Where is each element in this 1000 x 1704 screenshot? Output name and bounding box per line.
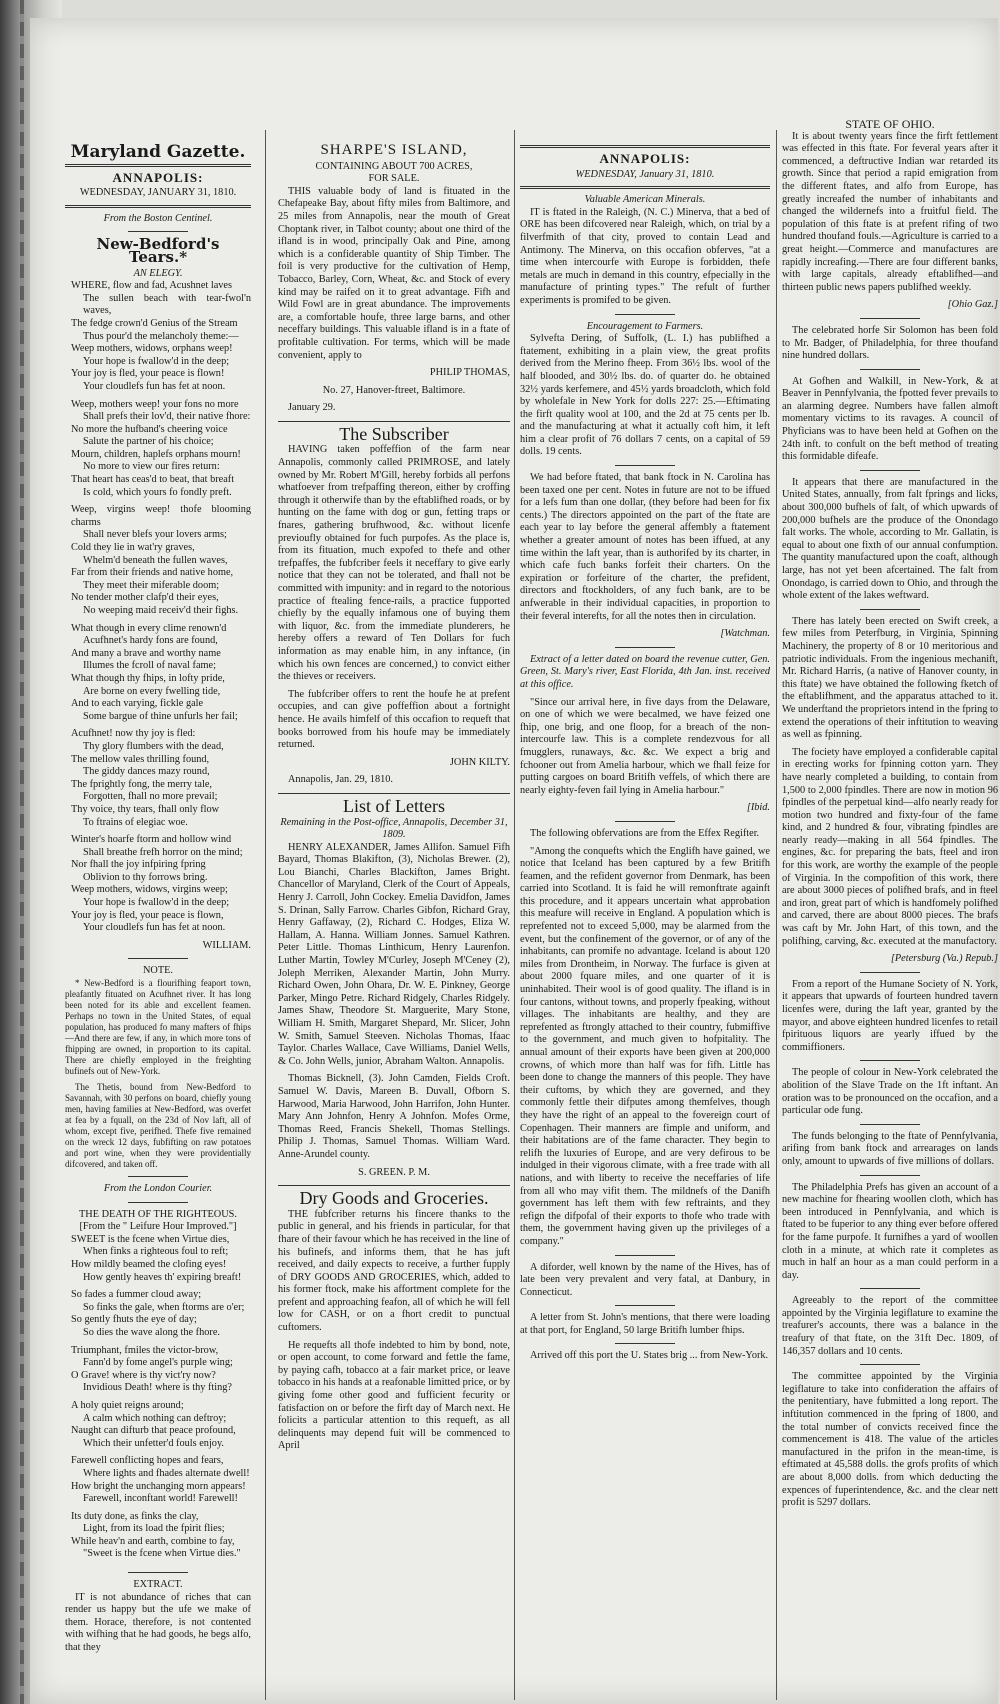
poem-line: WHERE, flow and fad, Acushnet laves [71, 280, 232, 292]
poem-line: No weeping maid receiv'd their fighs. [83, 605, 239, 616]
poem-line: The mellow vales thrilling found, [71, 753, 210, 765]
poem-line: Light, from its load the fpirit flies; [83, 1523, 225, 1535]
poem-line: "Sweet is the fcene when Virtue dies." [83, 1548, 241, 1560]
column-4 [782, 118, 998, 1700]
poem-body [65, 280, 251, 940]
article-heading: THE DEATH OF THE RIGHTEOUS. [79, 1208, 237, 1220]
divider [128, 958, 188, 959]
ad-text: HAVING taken poffeffion of the farm near Annapolis, commonly called PRIMROSE, and lately owned by Mr. Robert M'Gill, hereby forbids all perfons whatfoever from trefpaffing thereon, either by croffing through it otherwife than by the eftablifhed roads, or by hunting on the fame with dog or gun, fetting traps or fnares, gathering brufhwood, &c. without licenfe previoufly obtained for fuch purpofes. As the place is, from its fituation, much expofed to thefe and other trefpaffes, the fubfcriber feels it neceffary to give early notice that they can not be tolerated, and fhall not be committed with impunity: and in regard to the notorious practice of ftealing fence-rails, a practice fupported chiefly by the equally infamous one of buying them with liquor, &c. from the immediate plunderers, he hereby offers a reward of Ten Dollars for fuch information as may enable him, in any inftance, (in which his own fences are concerned,) to convict either the thieves or receivers. [278, 444, 510, 683]
ad-date: Annapolis, Jan. 29, 1810. [288, 774, 393, 786]
ad-signature: PHILIP THOMAS, [429, 367, 510, 379]
poem-line: What though in every clime renown'd [71, 622, 227, 634]
divider [615, 1343, 675, 1344]
note-text: The Thetis, bound from New-Bedford to Savannah, with 30 perfons on board, chiefly young men, having families at New-Bedford, was overfet at fea by a fquall, on the 23d of Nov laft, all of whom, except five, perifhed. Thefe five remained on the wreck 12 days, fubfifting on raw potatoes and port wine, when they were providentially difcovered, and taken off. [65, 1082, 251, 1170]
poem-line: A holy quiet reigns around; [71, 1399, 184, 1411]
ad-text: HENRY ALEXANDER, James Allifon. Samuel Fifh Bayard, Thomas Blakifton, (3), Nicholas Brewer. (2), Lou Bianchi, Charles Blackifton, James Bright. Chancellor of Maryland, Clerk of the Court of Appeals, Henry J. Carroll, John Cockey. Emelia Davidfon, James S. Drinan, Sally Farrow. Charles Gibfon, Richard Gray, Henry Gaffaway, (2), Richard C. Hodges, Eliza W. Hallam, A. Hanna. William Jonnes. Samuel Kathren. Peter Little. Thomas Linthicum, Henry Laurenfon. Luther Martin, Towley M'Curley, Joseph M'Ceney (2), Joleph Merriken, Alexander Martin, John Murry. Richard Owen, John Ohara, Dr. W. E. Pinkney, George Parker, Mingo Petre. Richard Ridgely, Charles Ridgely. James Shaw, Theodore St. Marguerite, Mary Stone, William H. Smith, Margaret Shepard, Mr. Slicer, John W. Smith, Samuel Steeven. Nicholas Thomas, Ifaac Taylor. Charles Wallace, Cave Williams, Daniel Wells, & Co. John Wells, junior, Abraham Walton. Annapolis. [278, 841, 510, 1067]
article-heading: EXTRACT. [133, 1579, 183, 1591]
poem-line: While heav'n and earth, combine to fay, [71, 1535, 235, 1547]
poem-line: The fedge crown'd Genius of the Stream [71, 317, 238, 329]
poem-line: Naught can difturb that peace profound, [71, 1425, 236, 1437]
divider [860, 1060, 920, 1061]
article-heading: Extract of a letter dated on board the revenue cutter, Gen. Green, St. Mary's river, East Florida, 4th Jan. inst. received at this office. [520, 653, 770, 690]
divider [615, 314, 675, 315]
divider [860, 1288, 920, 1289]
column-3 [520, 140, 770, 1700]
poem-line: Invidious Death! where is thy fting? [83, 1382, 232, 1394]
poem-line: The fprightly fong, the merry tale, [71, 778, 212, 790]
divider [128, 1176, 188, 1177]
article-text: At Gofhen and Walkill, in New-York, & at Beaver in Pennfylvania, the fpotted fever prevails to an alarming degree. Numbers have fallen almoft momentary victims to its ravages. A council of Phyficians was to have been held at Gofhen on the 24th inft. to confult on the beft method of treating this formidable difeafe. [782, 375, 998, 463]
poem-line: No tender mother clafp'd their eyes, [71, 592, 219, 604]
poem-line: No more to view our fires return: [83, 461, 220, 473]
divider [520, 145, 770, 148]
poem-signature: WILLIAM. [202, 939, 251, 951]
divider [278, 793, 510, 794]
divider [860, 1124, 920, 1125]
divider [860, 318, 920, 319]
poem-line: Weep, virgins weep! thofe blooming charms [71, 504, 251, 528]
divider [615, 821, 675, 822]
masthead: Maryland Gazette. [70, 142, 246, 162]
divider [65, 164, 251, 167]
poem-line: So dies the wave along the fhore. [83, 1326, 220, 1338]
poem-line: Are borne on every fwelling tide, [83, 685, 221, 697]
article-heading: Valuable American Minerals. [584, 194, 706, 206]
divider [615, 647, 675, 648]
poem-line: The giddy dances mazy round, [83, 766, 210, 778]
poem-title: New-Bedford's Tears.* [96, 235, 220, 266]
poem-line: How mildly beamed the clofing eyes! [71, 1259, 227, 1270]
poem-line: Whelm'd beneath the fullen waves, [83, 554, 228, 566]
poem-line: Where lights and fhades alternate dwell! [83, 1467, 250, 1479]
poem-line: Fann'd by fome angel's purple wing; [83, 1357, 233, 1369]
article-source: [Ohio Gaz.] [947, 299, 998, 311]
poem-line: Cold they lie in wat'ry graves, [71, 542, 195, 554]
dateline-date: WEDNESDAY, January 31, 1810. [575, 168, 715, 180]
poem-line: How bright the unchanging morn appears! [71, 1480, 246, 1492]
poem-line: Far from their friends and native home, [71, 567, 234, 579]
article-text: A letter from St. John's mentions, that there were loading at that port, for England, 50 large Britifh lumber fhips. [520, 1312, 770, 1336]
poem-line: What though thy fhips, in lofty pride, [71, 672, 225, 684]
ad-text: The fubfcriber offers to rent the houfe he at prefent occupies, and can give poffeffion about a fortnight hence. He avails himfelf of this occafion to requeft that books borrowed from his houfe may be immediately returned. [278, 688, 510, 751]
ad-signature: S. GREEN. P. M. [358, 1166, 430, 1178]
poem-line: Thy voice, thy tears, fhall only flow [71, 803, 220, 815]
ad-signature: JOHN KILTY. [449, 756, 510, 768]
poem-line: Mourn, children, haplefs orphans mourn! [71, 448, 241, 460]
column-2 [278, 140, 510, 1700]
divider [278, 421, 510, 422]
article-text: The committee appointed by the Virginia legiflature to take into confideration the affairs of the penitentiary, have fubmitted a long report. The inftitution commenced in the fpring of 1800, and the total number of convicts received fince the commencement is 418. The value of the articles manufactured in the prifon in the mean-time, is eftimated at 45,588 dolls. the grofs profits of which are about 8,000 dolls. from which deducting the expences of fuperintendence, &c. and the clear nett profit is 5297 dollars. [782, 1371, 998, 1509]
poem-line: To ftrains of elegiac woe. [83, 816, 188, 828]
poem-line: Weep, mothers weep! your fons no more [71, 398, 239, 410]
article-text: "Among the conquefts which the Englifh have gained, we notice that Iceland has been captured by a few Britifh feamen, and the refident governor from Denmark, has been carried into Scotland. It is faid he will remonftrate againft this procedure, and it appears uncertain what approbation this meafure will receive in England. A population which is reprefented not to exceed 5,000, may be alarmed from the event, but the confinement of the governor, or of any of the inhabitants, can promife no advantage. Iceland is about 120 miles from Drontheim, in Norway. The furface is given at about 2000 fquare miles, and one quarter of it is uninhabited. Their wool is of good quality. The ifland is in four cantons, without towns, and properly fpeaking, without villages. The inhabitants are healthy, and they are reprefented as ftrongly attached to their country, fubmiffive to the government, and much given to hofpitality. The annual amount of their exports have been given at 200,000 crowns, of which more than half was for fifh. Little has been done to change the manners of this people. They have their cuftoms, by which they are governed, and they commonly fettle their difputes among themfelves, though they have the right of an appeal to the fovereign court of Copenhagen. Their manners are fimple and uniform, and their habitations are of the fame character. They begin to relifh the luxuries of Europe, and are very defirous to be indulged in their vigorous climate, with a free trade with all nations, and with liberty to receive the neceffaries of life from all who may vifit them. The mildnefs of the Danifh government has left them with few reftraints, and they refign the difpofal of their exports to thofe who trade with them, the government having given up the privileges of a company." [520, 845, 770, 1247]
poem-line: So finks the gale, when ftorms are o'er; [83, 1301, 245, 1313]
poem-line: So gently fhuts the eye of day; [71, 1314, 197, 1326]
poem-line: How gently heaves th' expiring breaft! [83, 1271, 242, 1283]
article-text: The Philadelphia Prefs has given an account of a new machine for fhearing woollen cloth, which has been introduced in Pennfylvania, and which is ftated to be fuperior to any thing ever before offered for the fame purpofe. It furnifhes a yard of woollen cloth in a minute, at which rate it completes as much in half an hour as a man could perform in a day. [782, 1181, 998, 1281]
divider [860, 972, 920, 973]
divider [615, 1255, 675, 1256]
divider [128, 1202, 188, 1203]
article-heading: Encouragement to Farmers. [586, 320, 704, 332]
poem-line: When finks a righteous foul to reft; [83, 1246, 229, 1258]
poem-line: That heart has ceas'd to beat, that breaft [71, 474, 235, 486]
poem-line: Your hope is fwallow'd in the deep; [83, 355, 230, 367]
ad-subheading: CONTAINING ABOUT 700 ACRES, [315, 160, 473, 172]
ad-heading: The Subscriber [339, 423, 449, 444]
article-text: The people of colour in New-York celebrated the abolition of the Slave Trade on the 1ft inftant. An oration was to be pronounced on the occafion, and a particular ode fung. [782, 1067, 998, 1117]
note-heading: NOTE. [142, 965, 174, 977]
dateline-place: ANNAPOLIS: [599, 151, 691, 166]
poem-line: The sullen beach with tear-fwol'n waves, [83, 292, 251, 317]
poem-line: Acufhnet! now thy joy is fled: [71, 728, 196, 740]
dateline-date: WEDNESDAY, JANUARY 31, 1810. [79, 187, 237, 199]
poem-line: Farewell conflicting hopes and fears, [71, 1455, 224, 1467]
ad-text: THE fubfcriber returns his fincere thanks to the public in general, and his friends in particular, for that fhare of their favour which he has received in the line of his bufinefs, and informs them, that he has juft received, and daily expects to receive, a further fupply of DRY GOODS AND GROCERIES, which, added to his former ftock, make his affortment complete for the prefent and approaching feafon, all of which he will fell low for CASH, or on a fhort credit to punctual cuftomers. [278, 1208, 510, 1334]
article-source: [From the " Leifure Hour Improved."] [79, 1221, 237, 1233]
poem-line: No more the hufband's cheering voice [71, 423, 228, 435]
poem-line: Which their unfetter'd fouls enjoy. [83, 1437, 225, 1449]
ad-text: He requefts all thofe indebted to him by bond, note, or open account, to come forward and fettle the fame, by paying cafh, tobacco at a fair market price, or leave tobacco in his hands at a reafonable limitted price, or by giving fome other good and fufficient fecurity or fatisfaction on or before the firft day of March next. He folicits a particular attention to this requeft, as all delinquents may depend fuit will be commenced to April [278, 1339, 510, 1452]
divider [520, 186, 770, 189]
poem-line: Shall breathe frefh horror on the mind; [83, 846, 243, 858]
article-text: A diforder, well known by the name of the Hives, has of late been very prevalent and very fatal, at Danbury, in Connecticut. [520, 1261, 770, 1298]
poem-line: And to each varying, fickle gale [71, 698, 204, 710]
poem-line: Farewell, inconftant world! Farewell! [83, 1493, 238, 1505]
article-source: [Ibid. [746, 802, 770, 814]
dateline-place: ANNAPOLIS: [112, 169, 204, 185]
poem-line: Illumes the fcroll of naval fame; [83, 660, 216, 672]
poem-line: Is cold, which yours fo fondly preft. [83, 486, 232, 498]
poem-line: They meet their miferable doom; [83, 579, 220, 591]
article-source: [Watchman. [720, 628, 770, 640]
column-rule [265, 130, 266, 1700]
article-text: Agreeably to the report of the committee appointed by the Virginia legiflature to examine the treafurer's accounts, there was a balance in the treafury of that ftate, on the 31ft Dec. 1809, of 146,357 dollars and 10 cents. [782, 1295, 998, 1357]
poem-line: So fades a fummer cloud away; [71, 1289, 202, 1301]
article-text: Sylvefta Dering, of Suffolk, (L. I.) has publifhed a ftatement, exhibiting in a plain view, the great profits derived from the Merino fheep. From 36½ lbs. wool of the half blooded, and 30½ lbs. do. of quarter do. he obtained 32½ yards kerfemere, and 45½ yards broadcloth, which fold by wholefale in New York for dolls 227: 25.—Eftimating the firft quality wool at 100, and the 2d at 75 cents per lb. and the manufacturing at what it actually coft him, it left him a clear profit of 76 dollars 7 cents, on a capital of 59 dolls. 19 cents. [520, 333, 770, 458]
column-rule [776, 130, 777, 1700]
poem-line: Shall never blefs your lovers arms; [83, 529, 227, 541]
article-text: We had before ftated, that bank ftock in N. Carolina has been taxed one per cent. Notes in future are not to be iffued for a lefs fum than one dollar, (they before had been for fix cents.) The directors appointed on the part of the ftate are each year to lay before the general affembly a ftatement whether a greater amount of notes has been iffued, at any time within the laft year, than is authorifed by its charter, in which cafe fuch banks forfeit their charters. On the expiration or forfeiture of the charter, the prefident, directors and ftockholders, of any fuch bank, are to be anfwerable in their individual capacities, in proportion to their feveral interefts, for all the notes then in circulation. [520, 472, 770, 622]
poem-line: Thus pour'd the melancholy theme:— [83, 330, 239, 342]
article-text: The celebrated horfe Sir Solomon has been fold to Mr. Badger, of Philadelphia, for three thoufand nine hundred dollars. [782, 324, 998, 362]
ad-subheading: Remaining in the Post-office, Annapolis, December 31, 1809. [280, 816, 508, 841]
poem-line: Some bargue of thine unfurls her fail; [83, 710, 238, 722]
article-text: Arrived off this port the U. States brig ... from New-York. [530, 1350, 769, 1362]
poem-line: Shall prefs their lov'd, their native fhore: [83, 411, 251, 423]
poem-line: Forgotten, fhall no more prevail; [83, 791, 218, 803]
poem-line: Acufhnet's hardy fons are found, [83, 635, 218, 647]
divider [615, 465, 675, 466]
poem-line: Thy glory flumbers with the dead, [83, 740, 224, 752]
article-text: The following obfervations are from the Effex Regifter. [530, 827, 760, 839]
article-text: There has lately been erected on Swift creek, a few miles from Peterfburg, in Virginia, Spinning Machinery, the property of 8 or 10 meritorious and patriotic individuals. From the ingenious mechanift, Mr. Richard Harris, (a native of Hanover county, in this ftate) we have obtained the following fketch of the eftablifhment, and the apparatus attached to it. We underftand the proprietors intend in the fpring to extend the operations of their inftitution to weaving as well as fpinning. [782, 615, 998, 741]
ad-subheading: FOR SALE. [368, 173, 420, 185]
stanza-break [65, 1561, 251, 1566]
poem-line: Weep mothers, widows, orphans weep! [71, 343, 233, 355]
ad-heading: List of Letters [343, 795, 445, 816]
poem-line: Oblivion to thy forrows bring. [83, 871, 208, 883]
poem-line: O Grave! where is thy vict'ry now? [71, 1369, 216, 1381]
article-heading: STATE OF OHIO. [845, 118, 935, 131]
divider [128, 1572, 188, 1573]
poem-line: Winter's hoarfe ftorm and hollow wind [71, 834, 232, 846]
divider [65, 205, 251, 208]
article-text: "Since our arrival here, in five days from the Delaware, on one of which we were becalmed, we have feized one fhip, one brig, and one floop, for a breach of the non-intercourfe law. This is a complete rendezvous for all fmugglers, runaways, &c. &c. We expect a brig and fchooner out from Amelia harbour, which we fhall feize for putting cargoes on board Britifh veffels, of which there are nearly eighty-feven fail lying in Amelia harbour." [520, 696, 770, 796]
ad-date: January 29. [288, 402, 336, 414]
article-text: It appears that there are manufactured in the United States, annually, from falt fprings and licks, about 300,000 bufhels of falt, of which upwards of 200,000 bufhels are the produce of the Onondago falt works. The whole, according to Mr. Gallatin, is equal to about one fixth of our annual confumption. The quantity manufactured upon the coaft, although large, has not yet been afcertained. The falt from Onondago, is carried down to Ohio, and through the whole extent of the lakes weftward. [782, 476, 998, 602]
ad-text: Thomas Bicknell, (3). John Camden, Fields Croft. Samuel W. Davis, Mareen B. Duvall, Ofborn S. Harwood, Maria Harwood, John Harrifon, John Hunter. Mary Ann Johnfon, Henry A Johnfon. Mofes Orme, Thomas Reed, Francis Shekell, Thomas Stellings. Philip J. Thomas, Samuel Thomas. William Ward. Anne-Arundel county. [278, 1073, 510, 1160]
ad-text: THIS valuable body of land is fituated in the Chefapeake Bay, about fifty miles from Baltimore, and 25 miles from Annapolis, near the mouth of Great Choptank river, in Talbot county; about one third of the ifland is in wood, principally Oak and Pine, among which is a confiderable quantity of Ship Timber. The foil is very productive for the cultivation of Hemp, Tobacco, Barley, Corn, Wheat, &c. and Stock of every kind may be raifed on it to great advantage. Fifh and Wild Fowl are in great abundance. The improvements are, a comfortable houfe, three large barns, and other neceffary buildings. This valuable ifland is in a ftate of profitable cultivation. For terms, which will be made convenient, apply to [278, 185, 510, 361]
poem-line: Your joy is fled, your peace is flown, [71, 909, 224, 921]
poem-line: Its duty done, as finks the clay, [71, 1510, 199, 1522]
poem-line: Your hope is fwallow'd in the deep; [83, 897, 230, 909]
divider [860, 470, 920, 471]
column-1 [65, 140, 251, 1700]
poem-line: Weep mothers, widows, virgins weep; [71, 884, 228, 896]
ad-heading: SHARPE'S ISLAND, [320, 142, 468, 158]
article-text: IT is ftated in the Raleigh, (N. C.) Minerva, that a bed of ORE has been difcovered near Raleigh, which, on trial by a filverfmith of that city, proved to contain Lead and Antimony. The Minerva, on this occafion obferves, "at a time when intercourfe with Europe is forbidden, thefe metals are much in demand in this country, efpecially in the manufacture of printing types." The refult of further experiments is promifed to be given. [520, 206, 770, 306]
article-text: The funds belonging to the ftate of Pennfylvania, arifing from bank ftock and arrearages on lands only, amount to upwards of five millions of dollars. [782, 1130, 998, 1167]
ad-address: No. 27, Hanover-ftreet, Baltimore. [322, 384, 466, 396]
article-text: IT is not abundance of riches that can render us happy but the ufe we make of them. Horace, therefore, is not contented with wifhing that he had goods, he begs alfo, that they [65, 1591, 251, 1654]
ad-heading: Dry Goods and Groceries. [299, 1188, 489, 1209]
note-text: * New-Bedford is a flourifhing feaport town, pleafantly fituated on Acufhnet river. It has long been noted for its able and excellent feamen. Perhaps no town in the United States, of equal population, has produced fo many mafters of fhips—And there are few, if any, in which more tons of fhipping are owned, in proportion to its capital. There are chiefly employed in the freighting bufinefs out of New-York. [65, 978, 251, 1077]
poem-line: SWEET is the fcene when Virtue dies, [71, 1233, 230, 1245]
poem-line: Your cloudlefs fun has fet at noon. [83, 380, 226, 392]
divider [860, 1175, 920, 1176]
column-rule [514, 130, 515, 1700]
divider [860, 609, 920, 610]
poem-line: And many a brave and worthy name [71, 647, 221, 659]
divider [278, 1185, 510, 1186]
divider [860, 369, 920, 370]
article-text: From a report of the Humane Society of N. York, it appears that upwards of fourteen hundred tavern licenfes were, during the laft year, granted by the mayor, and above eighteen hundred licenfes to retail fpirituous liquors are yearly iffued by the commiffioners. [782, 978, 998, 1053]
divider [128, 231, 188, 232]
poem-line: Your cloudlefs fun has fet at noon. [83, 922, 226, 934]
article-source: [Petersburg (Va.) Repub.] [890, 953, 998, 965]
poem-line: Triumphant, fmiles the victor-brow, [71, 1344, 219, 1356]
divider [615, 1305, 675, 1306]
source-line: From the Boston Centinel. [103, 212, 213, 224]
article-text: The fociety have employed a confiderable capital in erecting works for fpinning cotton yarn. They have nearly completed a building, to contain from 1,500 to 2,000 fpindles. There are now in motion 96 fpindles of the perpetual kind—alfo nearly ready for motion two hundred and fixty-four of the fame kind, and 2 hundred & four, vibrating fpindles are nearly ready—making in all 564 fpindles. The engines, &c. for preparing the bats, fteel and iron for this work, are worthy the example of the people of Virginia. In the compofition of this work, there are about 3000 pieces of polifhed brafs, and in fteel and iron, great part of which is handfomely polifhed and carved, there are about 8000 pieces. The brafs was caft by Mr. John Hart, of this town, and the polifhing, carving, &c. executed at the manufactory. [782, 746, 998, 947]
divider [860, 1364, 920, 1365]
article-text: It is about twenty years fince the firft fettlement was effected in this ftate. For feveral years after it commenced, a deftructive Indian war retarded its growth. Since that period a rapid emigration from the different ftates, and alfo from Europe, has greatly increafed the number of inhabitants and changed the wildernefs into a fruitful field. The population of this ftate is at prefent rifing of two hundred thoufand fouls.—Agriculture is carried to a great height.—Commerce and manufactures are rapidly increafing.—There are four different banks, with large capitals, already eftablifhed—and thirteen public news papers publifhed weekly. [782, 130, 998, 293]
poem-line: Salute the partner of his choice; [83, 436, 214, 448]
poem-line: Nor fhall the joy infpiring fpring [71, 859, 206, 871]
poem-line: A calm which nothing can deftroy; [83, 1412, 227, 1424]
poem-body [65, 1234, 251, 1566]
poem-subtitle: AN ELEGY. [133, 267, 183, 279]
source-line: From the London Courier. [103, 1183, 213, 1195]
poem-line: Your joy is fled, your peace is flown! [71, 368, 225, 380]
